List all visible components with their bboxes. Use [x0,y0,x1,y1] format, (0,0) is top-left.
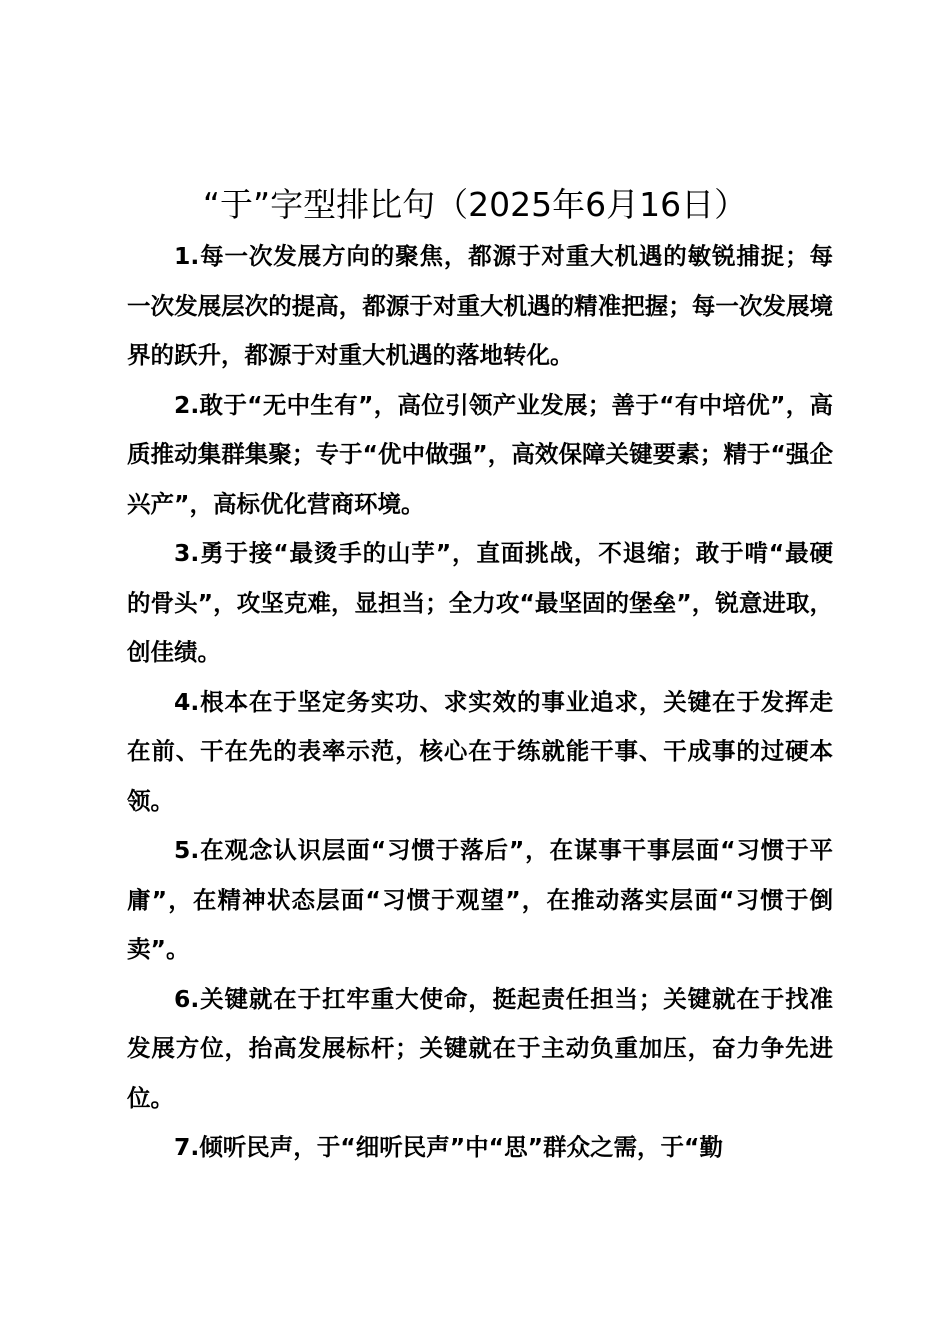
paragraph-3: 3.勇于接“最烫手的山芋”，直面挑战，不退缩；敢于啃“最硬的骨头”，攻坚克难，显担当；全力攻“最坚固的堡垒”，锐意进取，创佳绩。 [127,539,833,666]
paragraph-5: 5.在观念认识层面“习惯于落后”，在谋事干事层面“习惯于平庸”，在精神状态层面“习惯于观望”，在推动落实层面“习惯于倒卖”。 [127,836,833,963]
paragraph-1: 1.每一次发展方向的聚焦，都源于对重大机遇的敏锐捕捉；每一次发展层次的提高，都源于对重大机遇的精准把握；每一次发展境界的跃升，都源于对重大机遇的落地转化。 [127,242,833,369]
paragraph-4: 4.根本在于坚定务实功、求实效的事业追求，关键在于发挥走在前、干在先的表率示范，核心在于练就能干事、干成事的过硬本领。 [127,687,833,815]
paragraph-2: 2.敢于“无中生有”，高位引领产业发展；善于“有中培优”，高质推动集群集聚；专于“优中做强”，高效保障关键要素；精于“强企兴产”，高标优化营商环境。 [127,390,833,518]
paragraph-6: 6.关键就在于扛牢重大使命，挺起责任担当；关键就在于找准发展方位，抬高发展标杆；关键就在于主动负重加压，奋力争先进位。 [127,984,833,1112]
document-body [127,232,833,1173]
paragraph-7: 7.倾听民声，于“细听民声”中“思”群众之需，于“勤 [174,1133,724,1161]
document-title: “于”字型排比句（2025年6月16日） [202,185,748,224]
